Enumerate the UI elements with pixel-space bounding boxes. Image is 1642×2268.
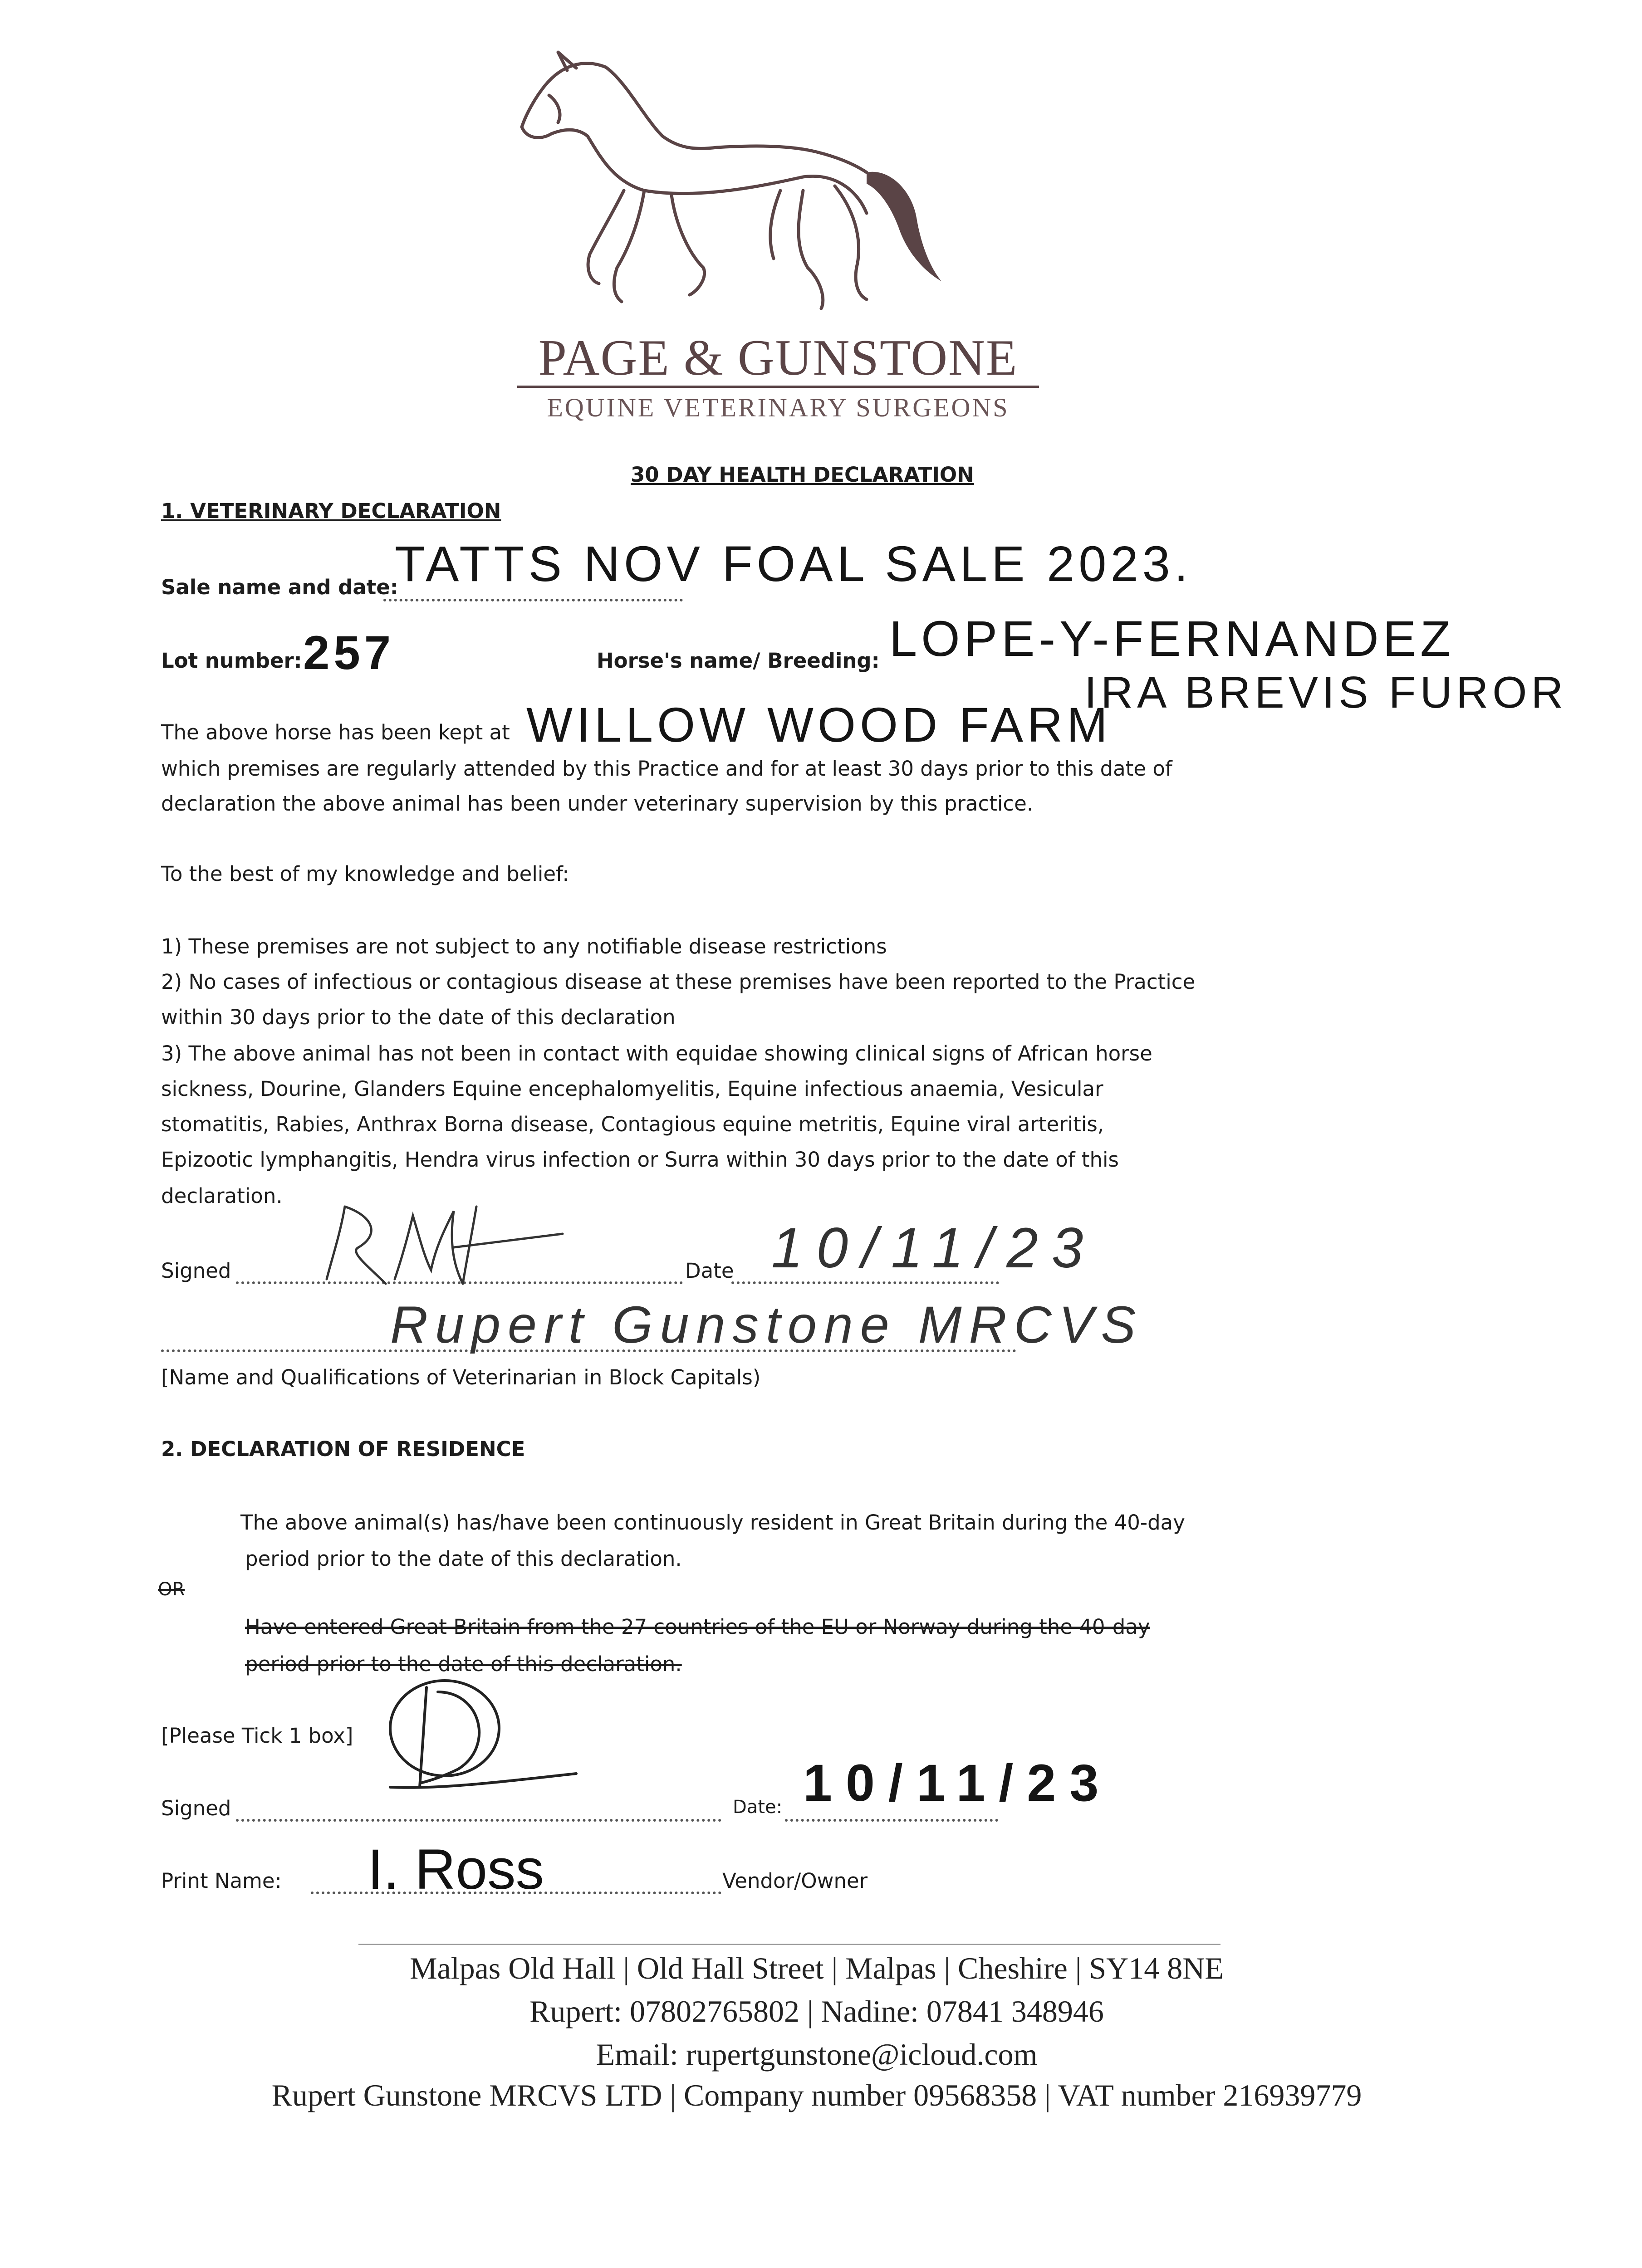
residence-option2-line2: period prior to the date of this declaration.	[245, 1652, 682, 1676]
horse-value-line2: IRA BREVIS FUROR	[1084, 667, 1568, 717]
lot-value: 257	[303, 626, 395, 679]
declaration-item-3-cont-a: sickness, Dourine, Glanders Equine encephalomyelitis, Equine infectious anaemia, Vesicular	[161, 1077, 1103, 1101]
sale-value: TATTS NOV FOAL SALE 2023.	[395, 536, 1192, 592]
residence-option1-line1: The above animal(s) has/have been continuously resident in Great Britain during the 40-day	[240, 1510, 1185, 1535]
footer-phones: Rupert: 07802765802 | Nadine: 07841 348946	[529, 1994, 1104, 2028]
logo-name: PAGE & GUNSTONE	[538, 330, 1018, 386]
section2-heading: 2. DECLARATION OF RESIDENCE	[161, 1437, 525, 1461]
logo-tagline: EQUINE VETERINARY SURGEONS	[547, 393, 1010, 422]
vet-date-line	[731, 1281, 999, 1284]
declaration-item-3-cont-d: declaration.	[161, 1184, 283, 1208]
vet-signature	[318, 1188, 572, 1302]
vet-date-label: Date	[685, 1259, 734, 1283]
sale-label: Sale name and date:	[161, 575, 398, 599]
print-name-value: I. Ross	[368, 1838, 544, 1901]
section1-heading: 1. VETERINARY DECLARATION	[161, 499, 501, 523]
owner-signed-label: Signed	[161, 1796, 231, 1820]
residence-option1-line2: period prior to the date of this declaration.	[245, 1547, 682, 1571]
para-line2: declaration the above animal has been under veterinary supervision by this practice.	[161, 792, 1034, 816]
kept-value: WILLOW WOOD FARM	[526, 697, 1112, 752]
declaration-item-2: 2) No cases of infectious or contagious disease at these premises have been reported to the Practice	[161, 970, 1196, 994]
residence-option2-line1: Have entered Great Britain from the 27 countries of the EU or Norway during the 40-day	[245, 1615, 1150, 1639]
declaration-item-1: 1) These premises are not subject to any notifiable disease restrictions	[161, 934, 887, 958]
horse-label: Horse's name/ Breeding:	[597, 649, 880, 673]
belief-text: To the best of my knowledge and belief:	[161, 862, 569, 886]
or-label: OR	[158, 1579, 185, 1600]
declaration-item-3: 3) The above animal has not been in contact with equidae showing clinical signs of African horse	[161, 1041, 1152, 1066]
vet-signed-label: Signed	[161, 1259, 231, 1283]
vet-date-value: 10/11/23	[771, 1217, 1097, 1280]
owner-date-value: 10/11/23	[803, 1754, 1113, 1812]
practice-logo	[508, 54, 1053, 426]
declaration-item-3-cont-c: Epizootic lymphangitis, Hendra virus infection or Surra within 30 days prior to the date of this	[161, 1148, 1119, 1172]
vet-name-value: Rupert Gunstone MRCVS	[390, 1296, 1143, 1354]
vendor-owner-label: Vendor/Owner	[722, 1869, 868, 1893]
horse-icon	[508, 54, 1053, 336]
sale-dotted-line	[383, 599, 683, 601]
tick-mark	[377, 1674, 594, 1810]
vet-caption: [Name and Qualifications of Veterinarian in Block Capitals)	[161, 1365, 761, 1389]
logo-divider	[517, 386, 1039, 388]
horse-value-line1: LOPE-Y-FERNANDEZ	[889, 611, 1455, 667]
footer-email: Email: rupertgunstone@icloud.com	[596, 2037, 1038, 2072]
lot-label: Lot number:	[161, 649, 302, 673]
footer-address: Malpas Old Hall | Old Hall Street | Malpas | Cheshire | SY14 8NE	[410, 1951, 1224, 1985]
print-name-label: Print Name:	[161, 1869, 282, 1893]
declaration-item-2-cont: within 30 days prior to the date of this declaration	[161, 1005, 676, 1029]
declaration-item-3-cont-b: stomatitis, Rabies, Anthrax Borna disease, Contagious equine metritis, Equine viral arteritis,	[161, 1112, 1104, 1136]
owner-signature-line	[236, 1819, 721, 1822]
owner-date-label: Date:	[733, 1797, 783, 1818]
owner-date-line	[785, 1819, 998, 1822]
footer-divider	[358, 1944, 1220, 1945]
page-title: 30 DAY HEALTH DECLARATION	[631, 463, 974, 487]
footer-company: Rupert Gunstone MRCVS LTD | Company number 09568358 | VAT number 216939779	[271, 2078, 1362, 2112]
kept-label: The above horse has been kept at	[161, 720, 510, 744]
para-line1: which premises are regularly attended by this Practice and for at least 30 days prior to this date of	[161, 757, 1172, 781]
tick-box-label: [Please Tick 1 box]	[161, 1724, 353, 1748]
